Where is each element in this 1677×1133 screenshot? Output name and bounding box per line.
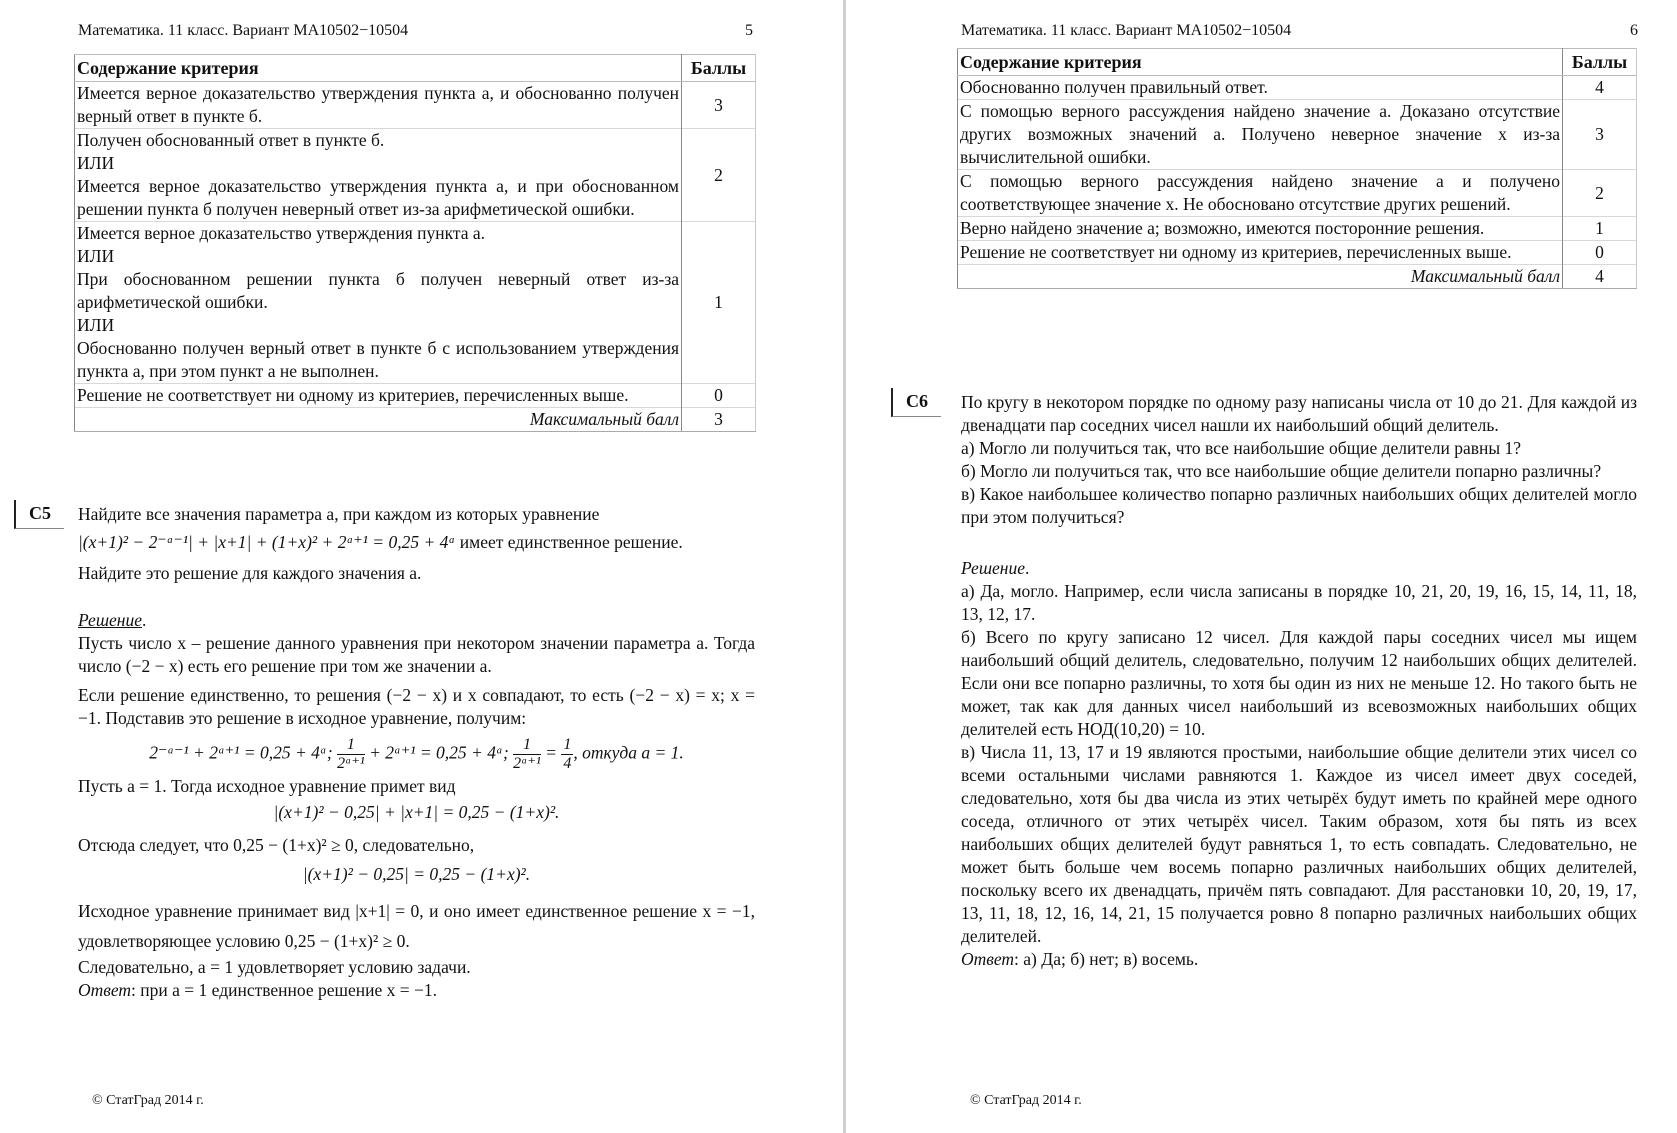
solution-paragraph: а) Да, могло. Например, если числа записаны в порядке 10, 21, 20, 19, 16, 15, 14, 11, 18, 13, 12, 17. (961, 581, 1637, 624)
page-footer: © СтатГрад 2014 г. (92, 1093, 204, 1108)
criterion-text: С помощью верного рассуждения найдено значение a и получено соответствующее значение x. Не обосновано отсутствие других решений. (958, 170, 1563, 217)
criterion-line: Имеется верное доказательство утверждения пункта а. (77, 223, 486, 243)
max-score-label: Максимальный балл (75, 408, 682, 432)
solution-equation: |(x+1)² − 0,25| + |x+1| = 0,25 − (1+x)². (273, 802, 560, 822)
fraction-den: 4 (563, 755, 572, 772)
criterion-text (75, 129, 682, 222)
table-row (75, 384, 756, 408)
fraction-num: 1 (513, 736, 541, 755)
table-header-criteria: Содержание критерия (958, 49, 1563, 76)
task-statement: Найдите все значения параметра a, при каждом из которых уравнение (78, 504, 600, 524)
task-c6-body: По кругу в некотором порядке по одному разу написаны числа от 10 до 21. Для каждой из двенадцати пар соседних чисел нашли их наибольший общий делитель. а) Могло ли получиться так, что все наибольшие общие делители равны 1? б) Могло ли получиться так, что все наибольшие общие делители попарно различны? в) Какое наибольшее количество попарно различных наибольших общих делителей могло при этом получиться? Решение. а) Да, могло. Например, если числа записаны в порядке 10, 21, 20, 19, 16, 15, 14, 11, 18, 13, 12, 17. б) Всего по кругу записано 12 чисел. Для каждой пары соседних чисел мы ищем наибольший общий делитель, следовательно, получим 12 наибольших общих делителей. Если они все попарно различны, то хотя бы один из них не меньше 12. Но такого быть не может, так как для данных чисел наибольший из всевозможных наибольших общих делителей есть НОД(10,20) = 10. в) Числа 11, 13, 17 и 19 являются простыми, наибольшие общие делители этих чисел со всеми остальными числами равняются 1. Каждое из чисел имеет двух соседей, следовательно, хотя бы два числа из этих четырёх будут иметь по крайней мере одного соседа, отличного от этих четырёх чисел. Таким образом, хотя бы пять из всех наибольших общих делителей будут равняться 1, то есть совпадать. Следовательно, не может быть больше чем восемь попарно различных наибольших общих делителей, поскольку всего их двенадцать, причём пять совпадают. Для расстановки 10, 20, 19, 17, 13, 11, 18, 12, 16, 14, 21, 15 получается ровно 8 попарно различных наибольших общих делителей. Ответ: а) Да; б) нет; в) восемь. (961, 392, 1637, 969)
criterion-line: ИЛИ (77, 315, 115, 335)
criterion-line: При обоснованном решении пункта б получен неверный ответ из-за арифметической ошибки. (77, 269, 680, 312)
solution-paragraph: Пусть число x – решение данного уравнения при некотором значении параметра a. Тогда число (−2 − x) есть его решение при том же значении a. (78, 633, 755, 676)
table-header-criteria: Содержание критерия (75, 55, 682, 82)
solution-paragraph: Если решение единственно, то решения (−2 − x) и x совпадают, то есть (−2 − x) = x; x = −1. Подставив это решение в исходное уравнение, получим: (78, 685, 755, 728)
solution-paragraph: Исходное уравнение принимает вид |x+1| = 0, и оно имеет единственное решение x = −1, удовлетворяющее условию 0,25 − (1+x)² ≥ 0. (78, 901, 755, 951)
fraction-num: 1 (337, 736, 365, 755)
criterion-score: 1 (682, 222, 756, 384)
max-score-label: Максимальный балл (958, 265, 1563, 289)
page-6 (846, 0, 1677, 1133)
answer-label: Ответ (78, 980, 132, 1000)
page-footer: © СтатГрад 2014 г. (970, 1093, 1082, 1108)
answer-label: Ответ (961, 949, 1015, 969)
table-row (958, 217, 1637, 241)
table-row (958, 100, 1637, 170)
equation-part: , откуда a = 1. (573, 742, 684, 763)
criterion-line: Обоснованно получен верный ответ в пункте б с использованием утверждения пункта а, при этом пункт а не выполнен. (77, 338, 680, 381)
task-statement: По кругу в некотором порядке по одному разу написаны числа от 10 до 21. Для каждой из двенадцати пар соседних чисел нашли их наибольший общий делитель. (961, 392, 1637, 435)
max-score-value: 3 (682, 408, 756, 432)
table-row (75, 82, 756, 129)
criterion-text: Решение не соответствует ни одному из критериев, перечисленных выше. (75, 384, 682, 408)
criteria-table (957, 48, 1637, 289)
page-header: Математика. 11 класс. Вариант МА10502−10504 (78, 22, 409, 39)
criterion-score: 3 (682, 82, 756, 129)
task-label-c5: С5 (14, 500, 64, 529)
criteria-table (74, 54, 756, 432)
table-row-max (958, 265, 1637, 289)
task-question: в) Какое наибольшее количество попарно различных наибольших общих делителей могло при этом получиться? (961, 484, 1637, 527)
criterion-text: Имеется верное доказательство утверждения пункта а, и обоснованно получен верный ответ в пункте б. (75, 82, 682, 129)
fraction (513, 736, 541, 773)
table-header-score: Баллы (1563, 49, 1637, 76)
criterion-line: Получен обоснованный ответ в пункте б. (77, 130, 385, 150)
table-row (75, 222, 756, 384)
criterion-line: ИЛИ (77, 246, 115, 266)
equation-part: + 2ᵃ⁺¹ = 0,25 + 4ᵃ; (369, 742, 509, 763)
answer-text: : а) Да; б) нет; в) восемь. (1014, 949, 1199, 969)
criterion-score: 0 (1563, 241, 1637, 265)
solution-equation: 2⁻ᵃ⁻¹ + 2ᵃ⁺¹ = 0,25 + 4ᵃ; $\frac{1}{\text{2ᵃ⁺¹}}$ + 2ᵃ⁺¹ = 0,25 + 4ᵃ; $\frac{1}{\text{2ᵃ⁺¹}}$ = $\frac{1}{4}$ , откуда a = 1. (149, 736, 684, 772)
table-row (958, 76, 1637, 100)
task-question: б) Могло ли получиться так, что все наибольшие общие делители попарно различны? (961, 461, 1602, 481)
criterion-text: Обоснованно получен правильный ответ. (958, 76, 1563, 100)
task-label-c6: С6 (891, 388, 941, 417)
criterion-score: 3 (1563, 100, 1637, 170)
page-header: Математика. 11 класс. Вариант МА10502−10504 (961, 22, 1292, 39)
task-statement: имеет единственное решение. (459, 532, 683, 552)
criterion-score: 0 (682, 384, 756, 408)
criterion-text: С помощью верного рассуждения найдено значение a. Доказано отсутствие других возможных значений a. Получено неверное значение x из-за вычислительной ошибки. (958, 100, 1563, 170)
criterion-score: 1 (1563, 217, 1637, 241)
table-row (958, 241, 1637, 265)
max-score-value: 4 (1563, 265, 1637, 289)
criterion-line: Имеется верное доказательство утверждения пункта а, и при обоснованном решении пункта б получен неверный ответ из-за арифметической ошибки. (77, 176, 680, 219)
solution-paragraph: в) Числа 11, 13, 17 и 19 являются простыми, наибольшие общие делители этих чисел со всеми остальными числами равняются 1. Каждое из чисел имеет двух соседей, следовательно, хотя бы два числа из этих четырёх будут иметь по крайней мере одного соседа, отличного от этих четырёх чисел. Таким образом, хотя бы пять из всех наибольших общих делителей будут равняться 1, то есть совпадать. Следовательно, не может быть больше чем восемь попарно различных наибольших общих делителей, поскольку всего их двенадцать, причём пять совпадают. Для расстановки 10, 20, 19, 17, 13, 11, 18, 12, 16, 14, 21, 15 получается ровно 8 попарно различных наибольших общих делителей. (961, 742, 1637, 946)
criterion-score: 2 (682, 129, 756, 222)
criterion-line: ИЛИ (77, 153, 115, 173)
table-row-max (75, 408, 756, 432)
task-statement: Найдите это решение для каждого значения a. (78, 563, 422, 583)
table-row (75, 129, 756, 222)
criterion-text (75, 222, 682, 384)
fraction-den: 2ᵃ⁺¹ (337, 755, 365, 772)
solution-paragraph: б) Всего по кругу записано 12 чисел. Для каждой пары соседних чисел мы ищем наибольший общий делитель, следовательно, получим 12 наибольших общих делителей. Если они все попарно различны, то хотя бы один из них не меньше 12. Но такого быть не может, так как для данных чисел наибольший из всевозможных наибольших общих делителей есть НОД(10,20) = 10. (961, 627, 1637, 739)
solution-equation: |(x+1)² − 0,25| = 0,25 − (1+x)². (302, 864, 531, 884)
page-number: 5 (745, 22, 753, 39)
page-number: 6 (1630, 22, 1638, 39)
solution-paragraph: Отсюда следует, что 0,25 − (1+x)² ≥ 0, следовательно, (78, 835, 475, 855)
fraction-num: 1 (563, 736, 572, 753)
task-equation: |(x+1)² − 2⁻ᵃ⁻¹| + |x+1| + (1+x)² + 2ᵃ⁺¹ = 0,25 + 4ᵃ (78, 532, 456, 552)
fraction (561, 736, 573, 773)
solution-paragraph: Пусть a = 1. Тогда исходное уравнение примет вид (78, 776, 456, 796)
criterion-score: 4 (1563, 76, 1637, 100)
fraction-den: 2ᵃ⁺¹ (513, 755, 541, 772)
solution-paragraph: Следовательно, a = 1 удовлетворяет условию задачи. (78, 957, 471, 977)
solution-title: Решение (78, 610, 143, 630)
task-question: а) Могло ли получиться так, что все наибольшие общие делители равны 1? (961, 438, 1522, 458)
table-header-score: Баллы (682, 55, 756, 82)
solution-title: Решение (961, 558, 1026, 578)
criterion-text: Решение не соответствует ни одному из критериев, перечисленных выше. (958, 241, 1563, 265)
fraction (337, 736, 365, 773)
answer-text: : при a = 1 единственное решение x = −1. (131, 980, 437, 1000)
criterion-score: 2 (1563, 170, 1637, 217)
task-c5-body: Найдите все значения параметра a, при каждом из которых уравнение |(x+1)² − 2⁻ᵃ⁻¹| + |x+1| + (1+x)² + 2ᵃ⁺¹ = 0,25 + 4ᵃ имеет единственное решение. Найдите это решение для каждого значения a. Решение. Пусть число x – решение данного уравнения при некотором значении параметра a. Тогда число (−2 − x) есть его решение при том же значении a. Если решение единственно, то решения (−2 − x) и x совпадают, то есть (−2 − x) = x; x = −1. Подставив это решение в исходное уравнение, получим: 2⁻ᵃ⁻¹ + 2ᵃ⁺¹ = 0,25 + 4ᵃ; $\frac{1}{\text{2ᵃ⁺¹}}$ + 2ᵃ⁺¹ = 0,25 + 4ᵃ; $\frac{1}{\text{2ᵃ⁺¹}}$ = $\frac{1}{4}$ , откуда a = 1. Пусть a = 1. Тогда исходное уравнение примет вид |(x+1)² − 0,25| + |x+1| = 0,25 − (1+x)². Отсюда следует, что 0,25 − (1+x)² ≥ 0, следовательно, |(x+1)² − 0,25| = 0,25 − (1+x)². Исходное уравнение принимает вид |x+1| = 0, и оно имеет единственное решение x = −1, удовлетворяющее условию 0,25 − (1+x)² ≥ 0. Следовательно, a = 1 удовлетворяет условию задачи. Ответ: при a = 1 единственное решение x = −1. (78, 504, 755, 1000)
equation-part: 2⁻ᵃ⁻¹ + 2ᵃ⁺¹ = 0,25 + 4ᵃ; (149, 742, 333, 763)
table-row (958, 170, 1637, 217)
criterion-text: Верно найдено значение a; возможно, имеются посторонние решения. (958, 217, 1563, 241)
